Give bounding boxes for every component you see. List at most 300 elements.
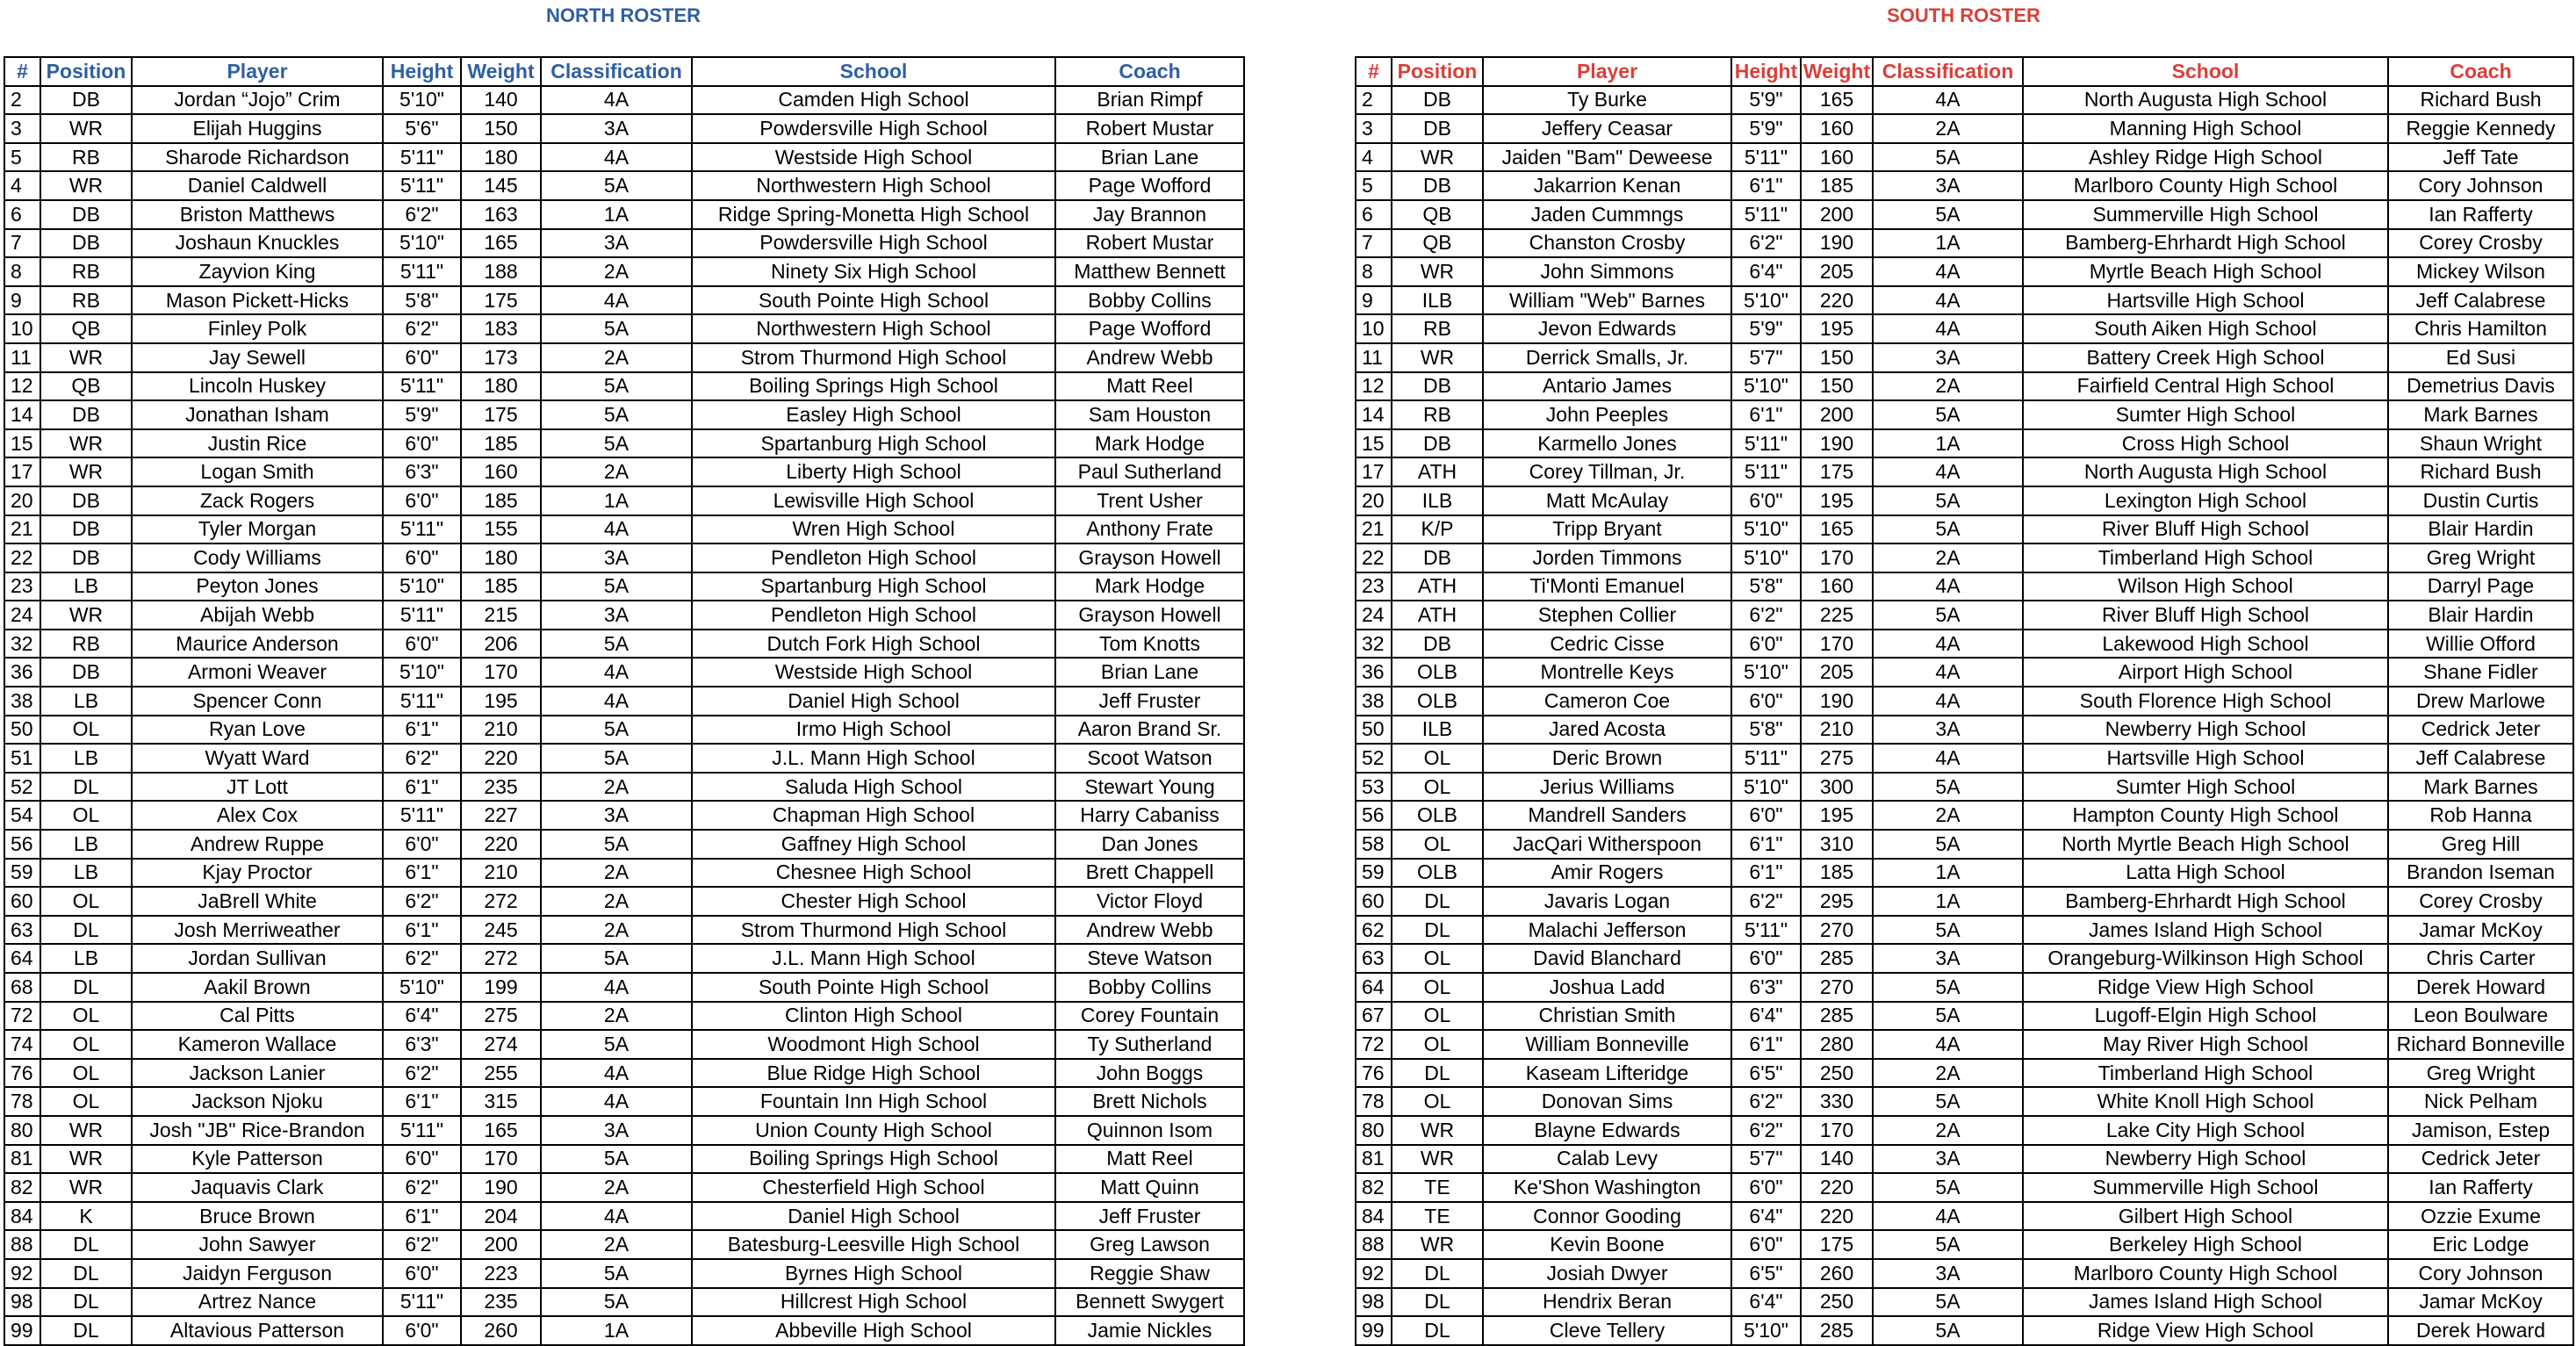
table-cell: 6'1" [383,1202,461,1231]
table-cell: WR [40,601,132,630]
table-cell: WR [1392,143,1483,172]
table-cell: Jamar McKoy [2388,1288,2573,1317]
table-cell: 9 [1356,286,1392,315]
north-roster-table [4,56,1245,1346]
table-cell: David Blanchard [1483,944,1731,973]
table-cell: 12 [1356,372,1392,401]
table-cell: 60 [1356,887,1392,916]
table-cell: Shaun Wright [2388,429,2573,458]
table-cell: 3A [1873,1259,2023,1288]
table-cell: 22 [4,543,40,572]
table-cell: Montrelle Keys [1483,658,1731,687]
table-cell: 6'1" [383,1087,461,1116]
table-cell: 24 [4,601,40,630]
table-cell: Abijah Webb [132,601,383,630]
table-cell: 270 [1801,916,1873,945]
table-cell: 53 [1356,773,1392,802]
table-cell: 15 [1356,429,1392,458]
table-cell: 3 [4,114,40,143]
table-row [1356,1173,2573,1202]
table-cell: Ninety Six High School [692,257,1055,286]
table-cell: Jeff Fruster [1055,1202,1244,1231]
table-cell: 250 [1801,1059,1873,1088]
north-header-row [4,57,1244,86]
table-cell: 5A [1873,1230,2023,1259]
table-cell: 4A [1873,86,2023,115]
table-cell: 88 [4,1230,40,1259]
table-cell: OL [1392,1087,1483,1116]
table-cell: 272 [461,944,541,973]
table-cell: Josh "JB" Rice-Brandon [132,1116,383,1145]
table-cell: Lugoff-Elgin High School [2023,1002,2388,1031]
table-cell: 3A [541,801,692,830]
table-row [4,429,1244,458]
table-cell: Clinton High School [692,1002,1055,1031]
table-cell: 5'10" [383,572,461,601]
table-cell: 5'11" [383,515,461,544]
table-cell: 6'0" [383,543,461,572]
table-cell: DB [1392,543,1483,572]
table-cell: 5'10" [383,973,461,1002]
table-cell: Ke'Shon Washington [1483,1173,1731,1202]
table-cell: Karmello Jones [1483,429,1731,458]
table-cell: 6'0" [383,630,461,659]
table-cell: 21 [4,515,40,544]
table-cell: Nick Pelham [2388,1087,2573,1116]
table-cell: DB [1392,86,1483,115]
table-cell: Summerville High School [2023,200,2388,229]
table-cell: OL [40,716,132,745]
table-cell: 185 [1801,171,1873,200]
table-cell: 2A [1873,372,2023,401]
table-cell: Aakil Brown [132,973,383,1002]
table-row [4,515,1244,544]
table-cell: 205 [1801,658,1873,687]
north-table-body [4,86,1244,1345]
table-cell: 64 [4,944,40,973]
table-cell: Jared Acosta [1483,716,1731,745]
table-cell: DL [1392,1059,1483,1088]
table-cell: 1A [1873,429,2023,458]
table-cell: 1A [1873,887,2023,916]
table-cell: 195 [1801,801,1873,830]
table-cell: 6'0" [383,1316,461,1345]
table-cell: 2A [541,1230,692,1259]
table-cell: 4A [1873,744,2023,773]
table-cell: DB [40,200,132,229]
table-cell: QB [1392,229,1483,258]
table-cell: 5'8" [1731,572,1801,601]
table-cell: 6'0" [1731,486,1801,515]
table-cell: ILB [1392,716,1483,745]
table-cell: OL [40,887,132,916]
table-cell: 59 [4,859,40,888]
table-cell: J.L. Mann High School [692,944,1055,973]
table-cell: Brett Chappell [1055,859,1244,888]
table-cell: 63 [4,916,40,945]
table-cell: 80 [4,1116,40,1145]
table-cell: William "Web" Barnes [1483,286,1731,315]
table-cell: Manning High School [2023,114,2388,143]
table-cell: 2A [1873,1116,2023,1145]
table-cell: Easley High School [692,400,1055,429]
table-cell: James Island High School [2023,1288,2388,1317]
table-cell: 56 [1356,801,1392,830]
table-cell: Summerville High School [2023,1173,2388,1202]
table-cell: South Aiken High School [2023,314,2388,343]
table-cell: 6'2" [383,944,461,973]
table-cell: DL [1392,1288,1483,1317]
table-cell: Christian Smith [1483,1002,1731,1031]
table-cell: 6 [1356,200,1392,229]
table-cell: 255 [461,1059,541,1088]
table-cell: 175 [1801,457,1873,486]
table-cell: Fairfield Central High School [2023,372,2388,401]
table-cell: Amir Rogers [1483,859,1731,888]
table-cell: Briston Matthews [132,200,383,229]
table-row [1356,429,2573,458]
table-cell: 38 [1356,687,1392,716]
table-cell: 205 [1801,257,1873,286]
table-row [4,143,1244,172]
table-cell: Corey Crosby [2388,229,2573,258]
table-cell: 2A [541,343,692,372]
table-cell: 5A [541,1259,692,1288]
table-row [4,1230,1244,1259]
table-row [4,400,1244,429]
table-cell: WR [40,171,132,200]
table-cell: 2A [541,916,692,945]
table-cell: OL [1392,1002,1483,1031]
column-header: Weight [461,57,541,86]
table-cell: 5'11" [383,171,461,200]
table-cell: South Florence High School [2023,687,2388,716]
table-cell: Steve Watson [1055,944,1244,973]
table-cell: Jamison, Estep [2388,1116,2573,1145]
table-cell: 150 [1801,343,1873,372]
table-cell: 5'10" [383,658,461,687]
column-header: Classification [541,57,692,86]
table-cell: Maurice Anderson [132,630,383,659]
table-cell: Jonathan Isham [132,400,383,429]
table-cell: Wyatt Ward [132,744,383,773]
table-cell: 81 [1356,1145,1392,1174]
table-cell: Greg Lawson [1055,1230,1244,1259]
table-cell: Camden High School [692,86,1055,115]
table-cell: 92 [4,1259,40,1288]
table-cell: 6'5" [1731,1259,1801,1288]
table-cell: WR [40,1116,132,1145]
table-cell: 150 [1801,372,1873,401]
table-cell: 5'11" [383,143,461,172]
table-row [4,1259,1244,1288]
table-cell: 51 [4,744,40,773]
table-cell: 180 [461,372,541,401]
table-cell: Mark Hodge [1055,572,1244,601]
column-header: Coach [2388,57,2573,86]
table-cell: 4 [4,171,40,200]
table-cell: Ashley Ridge High School [2023,143,2388,172]
table-cell: 36 [4,658,40,687]
table-cell: 223 [461,1259,541,1288]
table-cell: 68 [4,973,40,1002]
table-cell: OL [1392,744,1483,773]
table-cell: Finley Polk [132,314,383,343]
table-cell: 165 [461,229,541,258]
table-cell: 227 [461,801,541,830]
table-cell: Bobby Collins [1055,973,1244,1002]
table-cell: 5'11" [383,601,461,630]
table-cell: 78 [4,1087,40,1116]
table-cell: 5'10" [383,86,461,115]
table-cell: Ryan Love [132,716,383,745]
table-cell: Rob Hanna [2388,801,2573,830]
table-cell: Matthew Bennett [1055,257,1244,286]
table-cell: 285 [1801,1316,1873,1345]
table-cell: Derek Howard [2388,973,2573,1002]
table-cell: 5A [1873,486,2023,515]
table-cell: 5A [1873,400,2023,429]
table-cell: 62 [1356,916,1392,945]
table-cell: 235 [461,1288,541,1317]
table-cell: Hartsville High School [2023,744,2388,773]
table-cell: Ian Rafferty [2388,1173,2573,1202]
table-cell: 275 [1801,744,1873,773]
table-cell: Blair Hardin [2388,515,2573,544]
table-cell: Dutch Fork High School [692,630,1055,659]
south-roster [1355,0,2572,1346]
table-cell: 11 [4,343,40,372]
table-cell: John Boggs [1055,1059,1244,1088]
table-cell: 5A [1873,515,2023,544]
table-cell: 3A [1873,716,2023,745]
table-cell: Lakewood High School [2023,630,2388,659]
table-cell: 4A [541,515,692,544]
table-row [4,200,1244,229]
table-cell: 5A [541,716,692,745]
table-cell: Leon Boulware [2388,1002,2573,1031]
table-cell: Jordan “Jojo” Crim [132,86,383,115]
table-row [4,1173,1244,1202]
table-row [4,257,1244,286]
table-cell: JacQari Witherspoon [1483,830,1731,859]
table-cell: Zack Rogers [132,486,383,515]
table-cell: 5'11" [383,257,461,286]
table-cell: Hartsville High School [2023,286,2388,315]
table-cell: Cody Williams [132,543,383,572]
table-cell: Eric Lodge [2388,1230,2573,1259]
table-cell: 80 [1356,1116,1392,1145]
table-cell: 59 [1356,859,1392,888]
table-cell: Armoni Weaver [132,658,383,687]
table-cell: 38 [4,687,40,716]
table-cell: Ridge Spring-Monetta High School [692,200,1055,229]
table-cell: Dustin Curtis [2388,486,2573,515]
table-cell: Andrew Ruppe [132,830,383,859]
table-cell: 245 [461,916,541,945]
table-cell: Jeffery Ceasar [1483,114,1731,143]
table-cell: 220 [1801,1173,1873,1202]
table-row [1356,1259,2573,1288]
table-cell: Matt Quinn [1055,1173,1244,1202]
table-cell: DB [1392,630,1483,659]
table-cell: Zayvion King [132,257,383,286]
table-row [4,1288,1244,1317]
table-cell: DL [40,1288,132,1317]
table-cell: 163 [461,200,541,229]
table-cell: 20 [1356,486,1392,515]
table-cell: 99 [4,1316,40,1345]
table-row [1356,916,2573,945]
table-cell: Timberland High School [2023,543,2388,572]
table-cell: 5'11" [383,1116,461,1145]
table-cell: 5A [1873,830,2023,859]
table-cell: 92 [1356,1259,1392,1288]
table-cell: Timberland High School [2023,1059,2388,1088]
table-row [4,229,1244,258]
table-cell: Daniel High School [692,687,1055,716]
table-cell: OL [1392,1030,1483,1059]
table-row [4,1202,1244,1231]
table-cell: Corey Crosby [2388,887,2573,916]
table-cell: Sumter High School [2023,400,2388,429]
table-cell: Jay Sewell [132,343,383,372]
table-cell: 6 [4,200,40,229]
table-cell: Saluda High School [692,773,1055,802]
table-cell: QB [40,314,132,343]
table-cell: Mark Barnes [2388,400,2573,429]
table-cell: 6'2" [383,1230,461,1259]
table-cell: Reggie Kennedy [2388,114,2573,143]
table-cell: Ridge View High School [2023,973,2388,1002]
table-cell: White Knoll High School [2023,1087,2388,1116]
table-row [1356,1030,2573,1059]
table-cell: 5'11" [383,372,461,401]
table-cell: 165 [1801,515,1873,544]
table-cell: 11 [1356,343,1392,372]
table-row [4,543,1244,572]
table-cell: 4A [1873,314,2023,343]
table-cell: 5'10" [1731,286,1801,315]
table-cell: Chanston Crosby [1483,229,1731,258]
table-cell: 272 [461,887,541,916]
table-cell: WR [40,429,132,458]
table-row [1356,658,2573,687]
table-cell: 63 [1356,944,1392,973]
table-cell: 5'10" [1731,1316,1801,1345]
table-cell: 190 [1801,429,1873,458]
table-cell: 5A [541,944,692,973]
table-cell: Tyler Morgan [132,515,383,544]
table-row [1356,543,2573,572]
table-cell: 72 [1356,1030,1392,1059]
table-cell: 6'2" [1731,887,1801,916]
table-cell: 275 [461,1002,541,1031]
table-cell: Paul Sutherland [1055,457,1244,486]
table-cell: Page Wofford [1055,314,1244,343]
table-cell: Cal Pitts [132,1002,383,1031]
table-cell: 173 [461,343,541,372]
table-cell: 225 [1801,601,1873,630]
table-cell: Anthony Frate [1055,515,1244,544]
table-row [1356,372,2573,401]
table-row [1356,744,2573,773]
table-row [1356,286,2573,315]
table-cell: 190 [461,1173,541,1202]
table-cell: 3A [1873,343,2023,372]
table-row [4,286,1244,315]
table-cell: Logan Smith [132,457,383,486]
table-cell: 17 [1356,457,1392,486]
table-cell: 170 [1801,1116,1873,1145]
table-cell: DB [40,400,132,429]
table-cell: QB [40,372,132,401]
table-cell: Chesterfield High School [692,1173,1055,1202]
table-cell: 295 [1801,887,1873,916]
table-cell: 5'11" [1731,916,1801,945]
table-cell: Willie Offord [2388,630,2573,659]
table-cell: 6'2" [383,200,461,229]
table-cell: 5A [1873,973,2023,1002]
table-cell: 99 [1356,1316,1392,1345]
table-row [4,859,1244,888]
south-header-row [1356,57,2573,86]
table-cell: WR [40,457,132,486]
table-row [1356,314,2573,343]
table-cell: DB [40,658,132,687]
table-cell: 6'1" [1731,1030,1801,1059]
table-cell: South Pointe High School [692,973,1055,1002]
table-cell: 21 [1356,515,1392,544]
table-cell: Ridge View High School [2023,1316,2388,1345]
table-cell: Jackson Lanier [132,1059,383,1088]
table-cell: 6'3" [1731,973,1801,1002]
table-cell: 200 [1801,200,1873,229]
table-row [4,601,1244,630]
table-cell: 5'11" [1731,457,1801,486]
table-cell: OL [1392,830,1483,859]
table-cell: 183 [461,314,541,343]
column-header: Coach [1055,57,1244,86]
table-cell: DB [1392,429,1483,458]
table-row [1356,400,2573,429]
table-cell: 10 [4,314,40,343]
table-cell: Peyton Jones [132,572,383,601]
table-cell: 274 [461,1030,541,1059]
column-header: Classification [1873,57,2023,86]
column-header: Position [1392,57,1483,86]
table-cell: 4A [541,1059,692,1088]
table-cell: 67 [1356,1002,1392,1031]
table-cell: Javaris Logan [1483,887,1731,916]
table-cell: 160 [1801,143,1873,172]
table-cell: Josh Merriweather [132,916,383,945]
table-cell: 88 [1356,1230,1392,1259]
table-cell: 5'8" [383,286,461,315]
table-cell: 78 [1356,1087,1392,1116]
table-cell: Bamberg-Ehrhardt High School [2023,887,2388,916]
table-cell: 2A [541,887,692,916]
table-cell: Joshua Ladd [1483,973,1731,1002]
table-cell: 195 [1801,314,1873,343]
table-cell: WR [40,1173,132,1202]
table-cell: 82 [4,1173,40,1202]
table-cell: 200 [1801,400,1873,429]
table-cell: Greg Wright [2388,543,2573,572]
table-cell: Grayson Howell [1055,543,1244,572]
table-cell: May River High School [2023,1030,2388,1059]
table-cell: J.L. Mann High School [692,744,1055,773]
